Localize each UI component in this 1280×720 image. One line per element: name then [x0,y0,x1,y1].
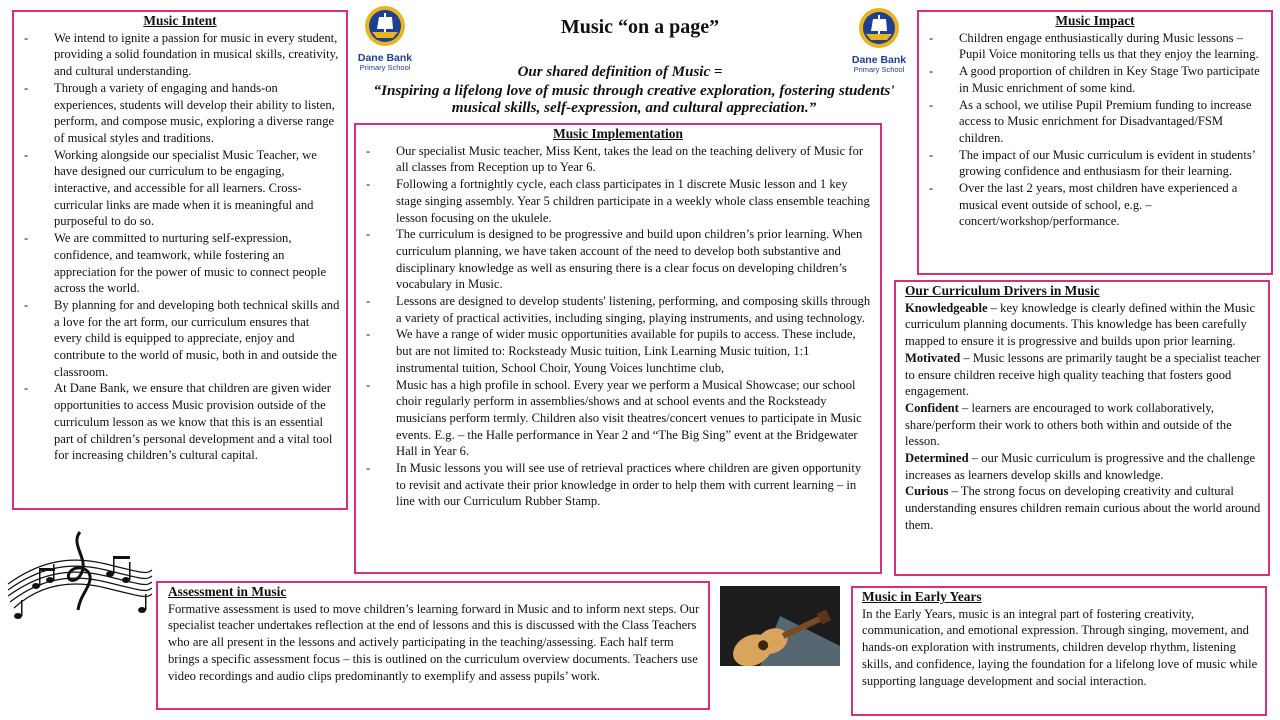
driver-term: Confident [905,400,959,415]
logo-caption [355,53,415,73]
logo-name-line1: Dane Bank [851,54,907,66]
music-notes-icon [6,524,154,624]
early-years-heading: Music in Early Years [862,589,982,604]
music-impact-heading: Music Impact [1055,13,1135,28]
definition-heading: Our shared definition of Music = [517,64,723,80]
list-item: - The impact of our Music curriculum is evident in students’ growing confidence and enthusiasm for their learning. [925,147,1265,180]
driver-item [905,483,1262,533]
music-intent-list [20,30,340,464]
list-item: - We have a range of wider music opportunities available for pupils to access. These include, but are not limited to: Rocksteady Music tuition, Link Learning Music tuition, 1:1 instrumental tuition, School Choir, Young Voices lunchtime club, [362,326,874,376]
logo-name-line1: Dane Bank [357,52,413,64]
school-logo-icon [854,6,904,50]
assessment-box [156,581,710,710]
early-years-box [851,586,1267,716]
logo-name-line2: Primary School [853,65,905,74]
driver-text: – learners are encouraged to work collaboratively, share/perform their work to others both within and outside of the lesson. [905,400,1232,449]
list-item: - Our specialist Music teacher, Miss Kent, takes the lead on the teaching delivery of Music for all classes from Reception up to Year 6. [362,143,874,176]
list-item: - Following a fortnightly cycle, each class participates in 1 discrete Music lesson and 1 key stage singing assembly. Year 5 children participate in a weekly whole class ensemble teaching lesson focusing on the ukulele. [362,176,874,226]
curriculum-drivers-box [894,280,1270,576]
list-item: - A good proportion of children in Key Stage Two participate in Music enrichment of some kind. [925,63,1265,96]
music-impact-box [917,10,1273,275]
driver-text: – key knowledge is clearly defined within the Music curriculum planning documents. This knowledge has been carefully mapped to ensure it is progressive and builds upon prior learning. [905,300,1256,349]
list-item: - The curriculum is designed to be progressive and build upon children’s prior learning. When curriculum planning, we have taken account of the need to develop both substantive and disciplinary knowledge as well as ensuring there is a clear focus on developing children’s vocabulary in Music. [362,226,874,293]
curriculum-drivers-heading: Our Curriculum Drivers in Music [905,283,1100,298]
page-title: Music “on a page” [560,16,720,38]
logo-caption [849,55,909,75]
list-item: - At Dane Bank, we ensure that children are given wider opportunities to access Music provision outside of the curriculum lesson as we know that this is an essential part of children’s personal development and a vital tool for increasing children’s cultural capital. [20,380,340,464]
school-logo-left [355,4,415,70]
list-item: - Music has a high profile in school. Every year we perform a Musical Showcase; our school choir regularly perform in assemblies/shows and at school events and the Rocksteady musicians perform termly. Children also visit theatres/concert venues to participate in Music events. E.g. – the Halle performance in Year 2 and “The Big Sing” event at the Bridgewater Hall in Year 6. [362,377,874,461]
list-item: - Through a variety of engaging and hands-on experiences, students will develop their ability to listen, perform, and compose music, exploring a diverse range of musical styles and traditions. [20,80,340,147]
assessment-text: Formative assessment is used to move children’s learning forward in Music and to inform next steps. Our specialist teacher undertakes reflection at the end of lessons and this is discussed with the Class Teachers who are all present in the lessons and actively participating in the teaching/assessing. Each half term brings a specific assessment focus – this is outlined on the curriculum overview documents. Teachers use video recordings and audio clips predominantly to exemplify and assess pupils’ work. [168,601,700,683]
list-item: - We intend to ignite a passion for music in every student, providing a solid foundation in musical skills, creativity, and cultural understanding. [20,30,340,80]
driver-text: – Music lessons are primarily taught be a specialist teacher to ensure children receive high quality teaching that fosters good engagement. [905,350,1261,399]
driver-text: – The strong focus on developing creativity and cultural understanding ensures children remain curious about the world around them. [905,484,1261,532]
list-item: - As a school, we utilise Pupil Premium funding to increase access to Music enrichment for Disadvantaged/FSM children. [925,97,1265,147]
definition-quote: “Inspiring a lifelong love of music through creative exploration, fostering students' musical skills, self-expression, and cultural appreciation.” [373,82,895,116]
driver-term: Motivated [905,350,961,365]
music-intent-heading: Music Intent [143,13,217,28]
music-implementation-box [354,123,882,574]
driver-text: – our Music curriculum is progressive and the challenge increases as learners develop skills and knowledge. [905,451,1256,482]
list-item: - In Music lessons you will see use of retrieval practices where children are given opportunity to revisit and activate their prior knowledge in order to help them with current learning – in line with our Curriculum Rubber Stamp. [362,460,874,510]
music-impact-list [925,30,1265,230]
early-years-text: In the Early Years, music is an integral part of fostering creativity, communication, and emotional expression. Through singing, movement, and hands-on exploration with instruments, children develop rhythm, listening skills, and confidence, laying the foundation for a lifelong love of music while supporting language development and social interaction. [862,606,1258,688]
assessment-heading: Assessment in Music [168,584,287,599]
driver-term: Curious [905,484,949,499]
music-implementation-list [362,143,874,510]
list-item: - We are committed to nurturing self-expression, confidence, and teamwork, while fostering an appreciation for the power of music to connect people across the world. [20,230,340,297]
school-logo-right [849,6,909,72]
driver-item [905,450,1262,483]
music-implementation-heading: Music Implementation [553,126,683,141]
school-logo-icon [360,4,410,48]
driver-item [905,300,1262,350]
music-intent-box [12,10,348,510]
ukulele-icon [720,586,840,666]
driver-term: Knowledgeable [905,300,988,315]
list-item: - Over the last 2 years, most children have experienced a musical event outside of school, e.g. – concert/workshop/performance. [925,180,1265,230]
logo-name-line2: Primary School [359,63,411,72]
driver-item [905,400,1262,450]
list-item: - Working alongside our specialist Music Teacher, we have designed our curriculum to be engaging, interactive, and accessible for all learners. Cross-curricular links are made when it is meaningful and purposeful to do so. [20,147,340,231]
driver-item [905,350,1262,400]
driver-term: Determined [905,451,969,466]
list-item: - By planning for and developing both technical skills and a love for the art form, our curriculum ensures that every child is equipped to appreciate, enjoy and contribute to the world of music, both in and outside the classroom. [20,297,340,381]
list-item: - Children engage enthusiastically during Music lessons – Pupil Voice monitoring tells us that they enjoy the learning. [925,30,1265,63]
list-item: - Lessons are designed to develop students' listening, performing, and composing skills through a variety of practical activities, including singing, playing instruments, and using technology. [362,293,874,326]
